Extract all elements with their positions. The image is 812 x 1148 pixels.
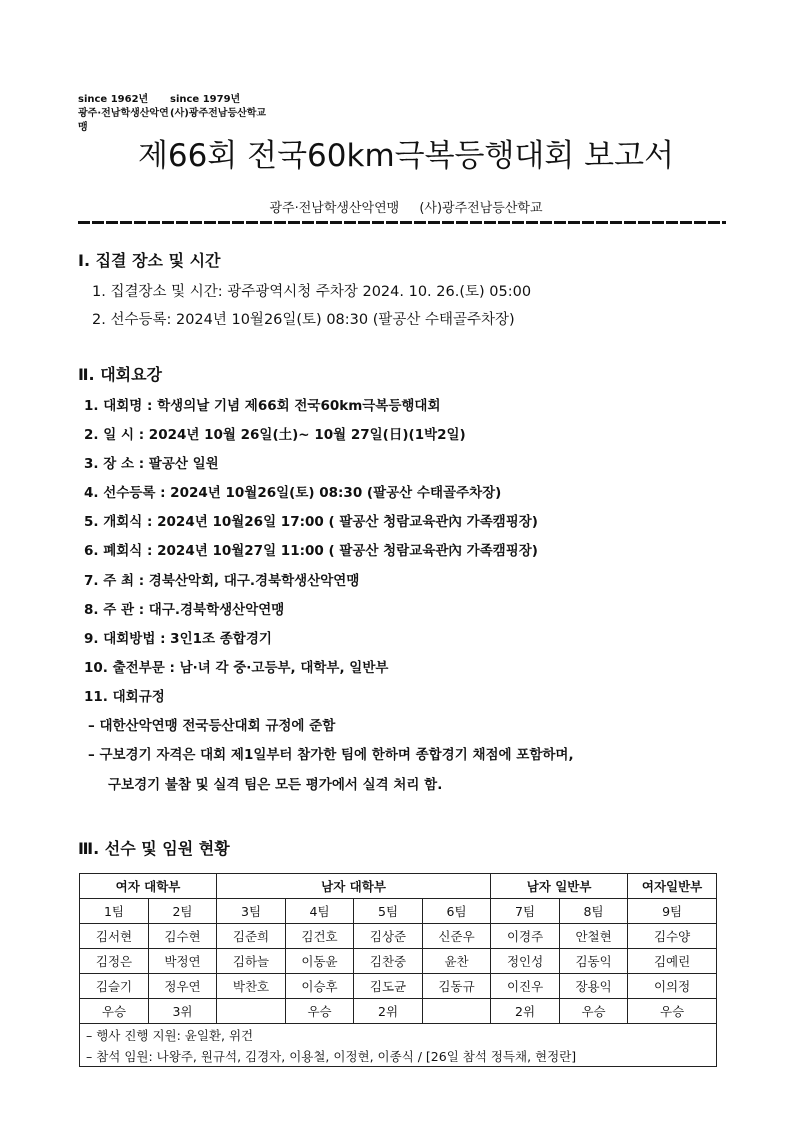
result-cell: 우승 [80,999,149,1024]
org-line-b: (사)광주전남등산학교 [419,201,543,216]
team-table [79,873,717,1067]
result-cell: 2위 [354,999,423,1024]
table-cell: 정인성 [491,949,560,974]
section2-item-6: 6. 폐회식 : 2024년 10월27일 11:00 ( 팔공산 청람교육관內 가족캠핑장) [84,543,538,559]
staff-support-note: – 행사 진행 지원: 윤일환, 위건 [80,1024,717,1046]
team-cell: 2팀 [149,899,217,924]
section2-item-1: 1. 대회명 : 학생의날 기념 제66회 전국60km극복등행대회 [84,398,441,414]
group-women-general: 여자일반부 [628,874,717,899]
table-cell: 김도균 [354,974,423,999]
section2-item-3: 3. 장 소 : 팔공산 일원 [84,456,219,472]
section2-heading: Ⅱ. 대회요강 [78,365,163,384]
section2-item-11: 11. 대회규정 [84,689,165,705]
section1-item-1: 1. 집결장소 및 시간: 광주광역시청 주차장 2024. 10. 26.(토) 05:00 [92,284,532,300]
team-cell: 1팀 [80,899,149,924]
table-cell: 김동익 [560,949,628,974]
table-cell: 김슬기 [80,974,149,999]
member-row [80,949,717,974]
group-women-univ: 여자 대학부 [80,874,217,899]
result-cell: 3위 [149,999,217,1024]
table-cell: 김상준 [354,924,423,949]
team-cell: 9팀 [628,899,717,924]
table-cell: 김수양 [628,924,717,949]
table-cell: 이승후 [286,974,354,999]
section2-item-2: 2. 일 시 : 2024년 10월 26일(土)~ 10월 27일(日)(1박2일) [84,427,466,443]
since-1979: since 1979년 [170,94,241,105]
table-cell: 김서현 [80,924,149,949]
table-cell: 신준우 [423,924,491,949]
section2-rule-2-cont: 구보경기 불참 및 실격 팀은 모든 평가에서 실격 처리 함. [108,777,443,793]
section2-item-4: 4. 선수등록 : 2024년 10월26일(토) 08:30 (팔공산 수태골주차장) [84,485,502,501]
section2-item-10: 10. 출전부문 : 남·녀 각 중·고등부, 대학부, 일반부 [84,660,389,676]
result-cell [423,999,491,1024]
table-cell: 박정연 [149,949,217,974]
table-cell: 김예린 [628,949,717,974]
table-cell: 김준희 [217,924,286,949]
table-cell: 김찬중 [354,949,423,974]
divider [78,221,726,224]
section3-heading: Ⅲ. 선수 및 임원 현황 [78,839,230,858]
table-cell: 김정은 [80,949,149,974]
table-cell: 김건호 [286,924,354,949]
table-cell: 김하늘 [217,949,286,974]
team-cell: 8팀 [560,899,628,924]
member-row [80,974,717,999]
officials-note: – 참석 임원: 나왕주, 원규석, 김경자, 이용철, 이정현, 이종식 / [26일 참석 정득채, 현정란] [80,1045,717,1067]
table-cell: 김수현 [149,924,217,949]
section2-item-8: 8. 주 관 : 대구.경북학생산악연맹 [84,602,285,618]
section2-item-7: 7. 주 최 : 경북산악회, 대구.경북학생산악연맹 [84,573,360,589]
table-cell: 안철현 [560,924,628,949]
result-cell [217,999,286,1024]
result-row [80,999,717,1024]
member-row [80,924,717,949]
org-line [0,197,812,216]
group-men-univ: 남자 대학부 [217,874,491,899]
table-cell: 박찬호 [217,974,286,999]
table-cell: 윤찬 [423,949,491,974]
section2-rule-2: – 구보경기 자격은 대회 제1일부터 참가한 팀에 한하며 종합경기 채점에 포함하며, [88,747,574,763]
section2-item-5: 5. 개회식 : 2024년 10월26일 17:00 ( 팔공산 청람교육관內 가족캠핑장) [84,514,538,530]
team-cell: 6팀 [423,899,491,924]
team-cell: 5팀 [354,899,423,924]
section2-rule-1: – 대한산악연맹 전국등산대회 규정에 준함 [88,718,336,734]
since-block [78,93,266,135]
team-cell: 7팀 [491,899,560,924]
table-cell: 정우연 [149,974,217,999]
team-cell: 3팀 [217,899,286,924]
result-cell: 우승 [560,999,628,1024]
org-line-a: 광주·전남학생산악연맹 [269,201,400,216]
report-title: 제66회 전국60km극복등행대회 보고서 [137,138,675,174]
section1-heading: Ⅰ. 집결 장소 및 시간 [78,251,221,270]
table-cell: 이진우 [491,974,560,999]
table-cell: 장용익 [560,974,628,999]
table-cell: 김동규 [423,974,491,999]
section1-item-2: 2. 선수등록: 2024년 10월26일(토) 08:30 (팔공산 수태골주차장) [92,312,515,328]
table-cell: 이의정 [628,974,717,999]
result-cell: 2위 [491,999,560,1024]
header-org-1: 광주·전남학생산악연맹 [78,108,169,133]
section2-item-9: 9. 대회방법 : 3인1조 종합경기 [84,631,272,647]
group-men-general: 남자 일반부 [491,874,628,899]
team-cell: 4팀 [286,899,354,924]
result-cell: 우승 [286,999,354,1024]
result-cell: 우승 [628,999,717,1024]
header-org-2: (사)광주전남등산학교 [170,108,267,119]
team-row [80,899,717,924]
since-1962: since 1962년 [78,94,149,105]
table-cell: 이동윤 [286,949,354,974]
table-cell: 이경주 [491,924,560,949]
